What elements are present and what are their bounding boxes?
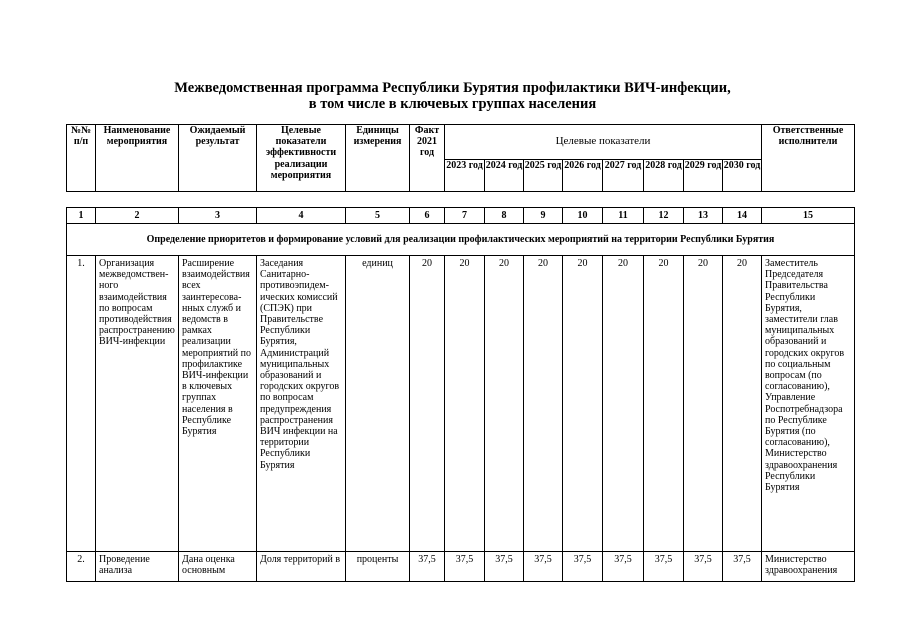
column-number: 11 (603, 208, 644, 224)
column-number: 2 (96, 208, 179, 224)
row-value: 37,5 (644, 552, 684, 582)
row-name: Проведение анализа (96, 552, 179, 582)
column-number: 7 (445, 208, 485, 224)
section-row (67, 224, 855, 256)
column-number: 5 (346, 208, 410, 224)
column-number: 4 (257, 208, 346, 224)
row-name: Организация межведомственного взаимодействия по вопросам противодействия распространению ВИЧ-инфекции (96, 256, 179, 552)
header-table (66, 124, 855, 192)
header-fact: Факт 2021 год (410, 125, 445, 192)
row-value: 37,5 (485, 552, 524, 582)
header-name: Наименование мероприятия (96, 125, 179, 192)
header-year: 2027 год (603, 160, 644, 192)
program-table (66, 207, 855, 582)
row-value: 37,5 (445, 552, 485, 582)
header-num: №№ п/п (67, 125, 96, 192)
header-year: 2028 год (644, 160, 684, 192)
row-indicator: Доля территорий в (257, 552, 346, 582)
row-responsible: Министерство здравоохранения (762, 552, 855, 582)
column-number: 14 (723, 208, 762, 224)
header-units: Единицы измерения (346, 125, 410, 192)
row-result: Расширение взаимодействия всех заинтересованных служб и ведомств в рамках реализации мероприятий по профилактике ВИЧ-инфекции в ключевых группах населения в Республике Бурятия (179, 256, 257, 552)
header-year: 2025 год (524, 160, 563, 192)
header-year: 2030 год (723, 160, 762, 192)
header-year: 2026 год (563, 160, 603, 192)
section-title: Определение приоритетов и формирование условий для реализации профилактических мероприятий на территории Республики Бурятия (67, 224, 855, 256)
row-number: 1. (67, 256, 96, 552)
row-unit: единиц (346, 256, 410, 552)
row-fact: 20 (410, 256, 445, 552)
row-value: 37,5 (684, 552, 723, 582)
row-value: 37,5 (723, 552, 762, 582)
header-responsible: Ответственные исполнители (762, 125, 855, 192)
row-value: 20 (723, 256, 762, 552)
column-number: 3 (179, 208, 257, 224)
row-responsible: Заместитель Председателя Правительства Республики Бурятия, заместители глав муниципальных образований и городских округов по социальным вопросам (по согласованию), Управление Роспотребнадзора по Республике Бурятия (по согласованию), Министерство здравоохранения Республики Бурятия (762, 256, 855, 552)
title-line-2: в том числе в ключевых группах населения (308, 96, 597, 112)
column-number: 1 (67, 208, 96, 224)
column-number: 15 (762, 208, 855, 224)
row-value: 37,5 (603, 552, 644, 582)
row-value: 20 (684, 256, 723, 552)
row-indicator: Заседания Санитарно-противоэпидемических комиссий (СПЭК) при Правительстве Республики Бурятия, Администраций муниципальных образований и городских округов по вопросам предупреждения распространения ВИЧ инфекции на территории Республики Бурятия (257, 256, 346, 552)
title-line-1: Межведомственная программа Республики Бурятия профилактики ВИЧ-инфекции, (174, 80, 731, 96)
document-title (0, 80, 905, 112)
row-fact: 37,5 (410, 552, 445, 582)
column-number: 8 (485, 208, 524, 224)
row-value: 20 (603, 256, 644, 552)
header-target: Целевые показатели (445, 125, 762, 160)
table-row (67, 256, 855, 552)
row-value: 20 (563, 256, 603, 552)
row-value: 20 (445, 256, 485, 552)
column-number: 6 (410, 208, 445, 224)
column-numbers-row (67, 208, 855, 224)
column-number: 13 (684, 208, 723, 224)
row-result: Дана оценка основным (179, 552, 257, 582)
column-number: 10 (563, 208, 603, 224)
header-year: 2024 год (485, 160, 524, 192)
row-value: 20 (524, 256, 563, 552)
column-number: 12 (644, 208, 684, 224)
header-year: 2023 год (445, 160, 485, 192)
row-value: 37,5 (524, 552, 563, 582)
header-result: Ожидаемый результат (179, 125, 257, 192)
row-number: 2. (67, 552, 96, 582)
table-row (67, 552, 855, 582)
row-value: 20 (485, 256, 524, 552)
row-value: 20 (644, 256, 684, 552)
header-year: 2029 год (684, 160, 723, 192)
row-value: 37,5 (563, 552, 603, 582)
header-indicators: Целевые показатели эффективности реализации мероприятия (257, 125, 346, 192)
row-unit: проценты (346, 552, 410, 582)
column-number: 9 (524, 208, 563, 224)
